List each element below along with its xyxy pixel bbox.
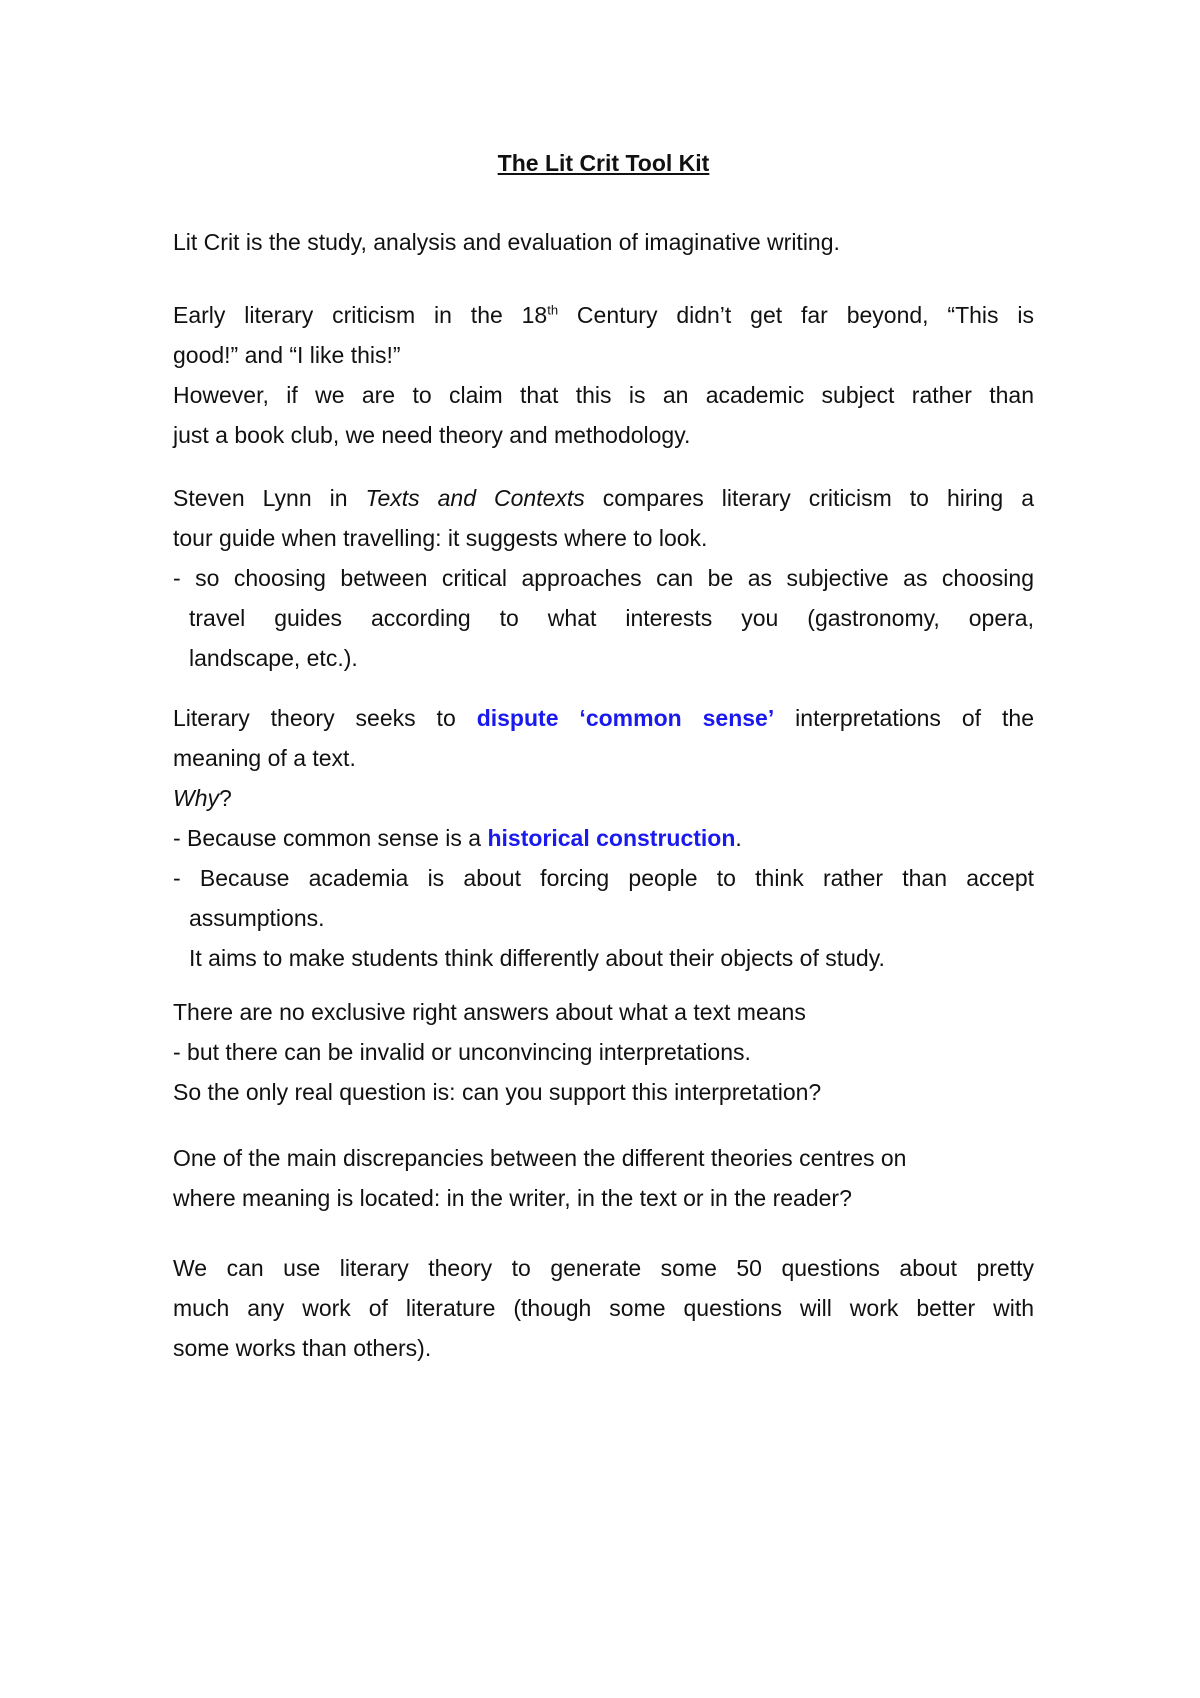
text-line: - so choosing between critical approaches can be as subjective as choosing <box>173 565 1034 591</box>
text-line: Steven Lynn in Texts and Contexts compares literary criticism to hiring a <box>173 485 1034 511</box>
paragraph-fifty-questions <box>173 1248 1034 1368</box>
title-block <box>173 143 1034 183</box>
page-title: The Lit Crit Tool Kit <box>497 150 710 176</box>
highlight-term: historical construction <box>487 825 736 851</box>
paragraph-steven-lynn <box>173 478 1034 678</box>
text-line: where meaning is located: in the writer, in the text or in the reader? <box>173 1185 852 1211</box>
text-line: assumptions. <box>189 905 325 931</box>
paragraph-discrepancies <box>173 1138 1034 1218</box>
text-line: There are no exclusive right answers about what a text means <box>173 999 806 1025</box>
text-line: just a book club, we need theory and methodology. <box>173 422 691 448</box>
superscript: th <box>547 302 559 318</box>
text-line: It aims to make students think differently about their objects of study. <box>189 945 885 971</box>
text-line: some works than others). <box>173 1335 432 1361</box>
paragraph-early-criticism <box>173 295 1034 455</box>
book-title: Texts and Contexts <box>365 485 585 511</box>
text-line: landscape, etc.). <box>189 645 358 671</box>
text-line: - but there can be invalid or unconvincing interpretations. <box>173 1039 751 1065</box>
text-line: meaning of a text. <box>173 745 356 771</box>
text-line: - Because academia is about forcing people to think rather than accept <box>173 865 1034 891</box>
text-line: tour guide when travelling: it suggests where to look. <box>173 525 708 551</box>
text-line: Early literary criticism in the 18th Century didn’t get far beyond, “This is <box>173 302 1034 328</box>
text-line: However, if we are to claim that this is an academic subject rather than <box>173 382 1034 408</box>
text-line: travel guides according to what interests you (gastronomy, opera, <box>189 605 1034 631</box>
paragraph-no-right-answers <box>173 992 1034 1112</box>
why-word: Why <box>173 785 219 811</box>
intro-line: Lit Crit is the study, analysis and evaluation of imaginative writing. <box>173 229 840 255</box>
text-line: - Because common sense is a historical construction. <box>173 825 742 851</box>
text-line: Why? <box>173 785 232 811</box>
highlight-term: dispute ‘common sense’ <box>476 705 775 731</box>
text-line: much any work of literature (though some questions will work better with <box>173 1295 1034 1321</box>
paragraph-literary-theory <box>173 698 1034 978</box>
text-line: One of the main discrepancies between the different theories centres on <box>173 1145 907 1171</box>
paragraph-intro <box>173 222 1034 262</box>
text-line: So the only real question is: can you support this interpretation? <box>173 1079 822 1105</box>
text-line: good!” and “I like this!” <box>173 342 401 368</box>
text-line: We can use literary theory to generate some 50 questions about pretty <box>173 1255 1034 1281</box>
text-line: Literary theory seeks to dispute ‘common sense’ interpretations of the <box>173 705 1034 731</box>
